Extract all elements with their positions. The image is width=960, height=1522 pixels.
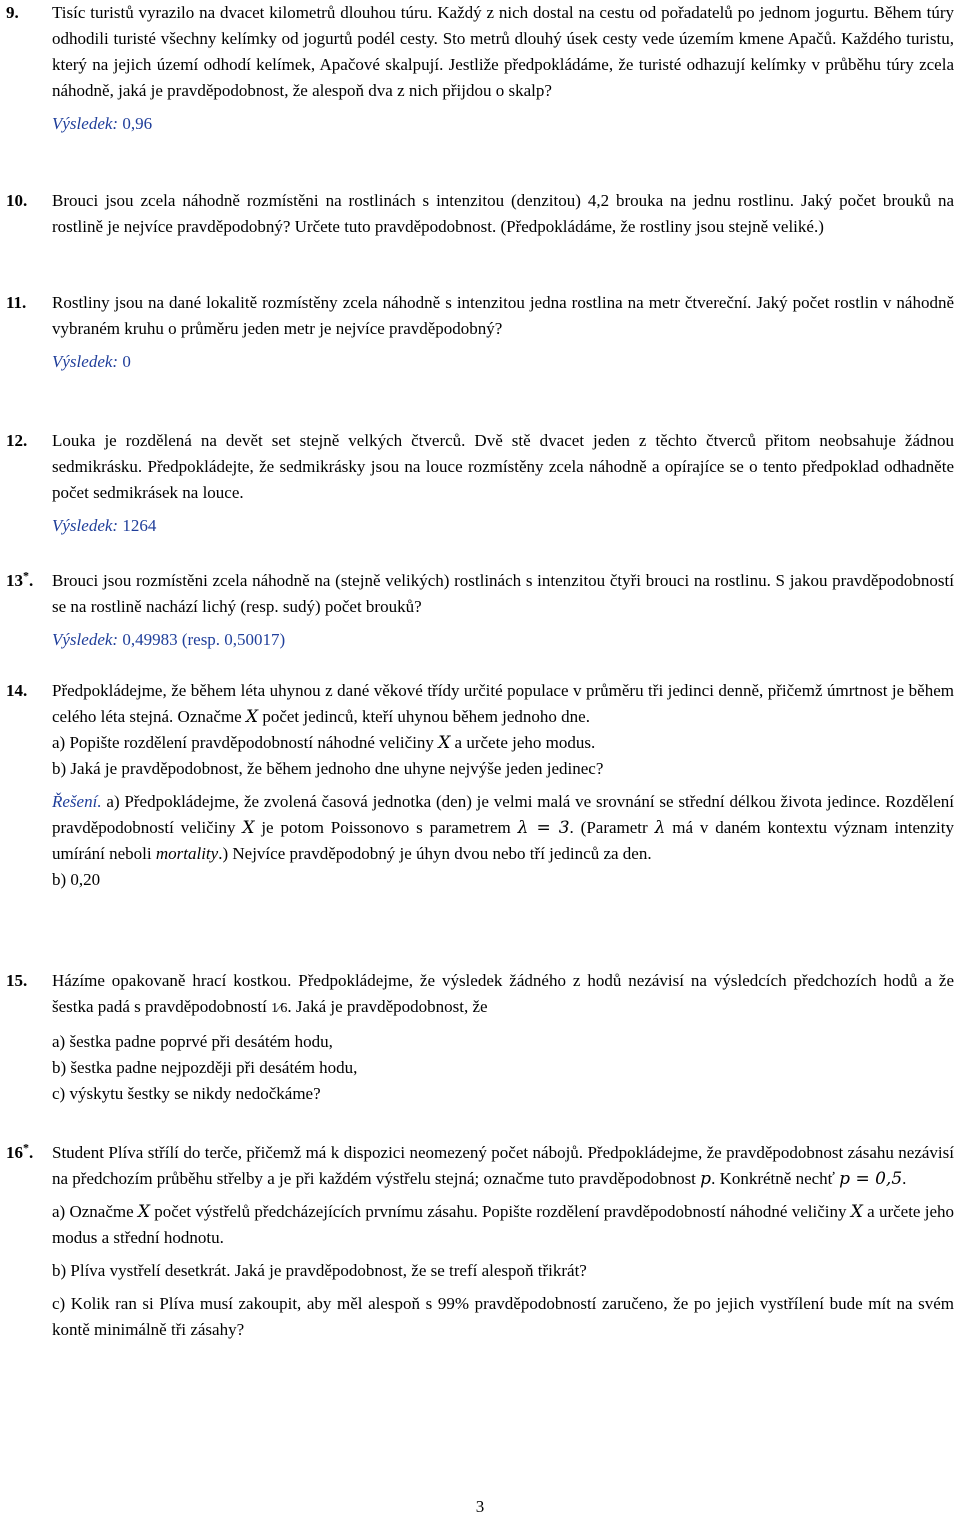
variable-x: X [850, 1202, 863, 1222]
variable-x: X [137, 1202, 151, 1222]
problem-text [52, 428, 954, 539]
star-marker: * [23, 1140, 29, 1155]
mortality-term: mortality [155, 844, 219, 863]
result-line [52, 513, 954, 539]
variable-x: X [242, 818, 255, 838]
problem-text [52, 290, 954, 375]
lambda-symbol: λ [654, 818, 666, 838]
problem-number-digits: 16 [6, 1143, 23, 1162]
problem-statement: Tisíc turistů vyrazilo na dvacet kilometrů dlouhou túru. Každý z nich dostal na cestu od pořadatelů po jednom jogurtu. Během túry odhodili turisté všechny kelímky od jogurtů podél cesty. Sto metrů dlouhý úsek cesty vede územím kmene Apačů. Každého turistu, který na jejich území odhodí kelímek, Apačové skalpují. Jestliže předpokládáme, že turisté odhazují kelímky v průběhu túry zcela náhodně, jaká je pravděpodobnost, že alespoň dva z nich přijdou o skalp? [52, 3, 954, 100]
problem-number: 15. [6, 971, 28, 990]
result-label: Výsledek: [52, 114, 119, 133]
result-label: Výsledek: [52, 630, 119, 649]
problem-number: 10. [6, 191, 28, 210]
subquestion-b: b) Plíva vystřelí desetkrát. Jaká je pravděpodobnost, že se trefí alespoň třikrát? [52, 1261, 587, 1280]
result-value: 0 [122, 352, 131, 371]
problem-text [52, 1140, 954, 1343]
subquestion-a: a) šestka padne poprvé při desátém hodu, [52, 1032, 333, 1051]
result-label: Výsledek: [52, 352, 119, 371]
problem-text [52, 188, 954, 240]
problem-number-dot: . [29, 571, 34, 590]
page-number: 3 [475, 1497, 485, 1516]
problem-statement: Brouci jsou zcela náhodně rozmístěni na rostlinách s intenzitou (denzitou) 4,2 brouka na jednu rostlinu. Jaký počet brouků na rostlině je nejvíce pravděpodobný? Určete tuto pravděpodobnost. (Předpokládáme, že rostliny jsou stejně veliké.) [52, 191, 954, 236]
problem-number: 11. [6, 293, 27, 312]
problem-number-digits: 13 [6, 571, 23, 590]
solution-b: b) 0,20 [52, 870, 101, 889]
result-value: 0,49983 (resp. 0,50017) [122, 630, 286, 649]
result-line [52, 111, 954, 137]
problem-number: 9. [6, 3, 19, 22]
problem-statement: Brouci jsou rozmístěni zcela náhodně na (stejně velikých) rostlinách s intenzitou čtyři brouci na rostlinu. S jakou pravděpodobností se na rostlině nachází lichý (resp. sudý) počet brouků? [52, 571, 954, 616]
solution: Řešení. a) Předpokládejme, že zvolená časová jednotka (den) je velmi malá ve srovnání se střední délkou života jedince. Rozdělení pravděpodobností veličiny X je potom Poissonovo s parametrem λ = 3. (Parametr λ má v daném kontextu význam intenzity umírání neboli mortality.) Nejvíce pravděpodobný je úhyn dvou nebo tří jedinců za den. [52, 792, 954, 863]
subquestion-c: c) Kolik ran si Plíva musí zakoupit, aby měl alespoň s 99% pravděpodobností zaručeno, že po jejich vystřílení bude mít na svém kontě minimálně tři zásahy? [52, 1294, 954, 1339]
problem-number: 12. [6, 431, 28, 450]
problem-number: 14. [6, 681, 28, 700]
problem-statement: Student Plíva střílí do terče, přičemž má k dispozici neomezený počet nábojů. Předpokládejme, že pravděpodobnost zásahu nezávisí na předchozím průběhu střelby a je při každém výstřelu stejná; označme tuto pravděpodobnost p. Konkrétně nechť p = 0,5. [52, 1143, 954, 1189]
result-line [52, 349, 954, 375]
fraction-one-sixth: 1⁄6 [271, 1001, 288, 1016]
solution-label: Řešení. [52, 792, 102, 811]
problem-text [52, 568, 954, 653]
problem-statement: Rostliny jsou na dané lokalitě rozmístěny zcela náhodně s intenzitou jedna rostlina na metr čtvereční. Jaký počet rostlin v náhodně vybraném kruhu o průměru jeden metr je nejvíce pravděpodobný? [52, 293, 954, 338]
variable-p: p [700, 1169, 712, 1189]
subquestion-b: b) Jaká je pravděpodobnost, že během jednoho dne uhyne nejvýše jeden jedinec? [52, 759, 604, 778]
lambda-equation: λ = 3 [517, 818, 570, 838]
problem-number-dot: . [29, 1143, 34, 1162]
result-label: Výsledek: [52, 516, 119, 535]
result-line [52, 627, 954, 653]
subquestion-a: a) Označme X počet výstřelů předcházejících prvnímu zásahu. Popište rozdělení pravděpodobností náhodné veličiny X a určete jeho modus a střední hodnotu. [52, 1202, 955, 1247]
problem-statement: Louka je rozdělená na devět set stejně velkých čtverců. Dvě stě dvacet jeden z těchto čtverců přitom neobsahuje žádnou sedmikrásku. Předpokládejte, že sedmikrásky jsou na louce rozmístěny zcela náhodně a opírajíce se o tento předpoklad odhadněte počet sedmikrásek na louce. [52, 431, 954, 502]
variable-x: X [245, 707, 259, 727]
variable-x: X [438, 733, 451, 753]
problem-statement: Házíme opakovaně hrací kostkou. Předpokládejme, že výsledek žádného z hodů nezávisí na výsledcích předchozích hodů a že šestka padá s pravděpodobností 1⁄6. Jaká je pravděpodobnost, že [52, 971, 954, 1016]
problem-number [6, 1140, 33, 1166]
result-value: 0,96 [122, 114, 153, 133]
problem-text [52, 0, 954, 137]
p-equation: p = 0,5 [839, 1169, 903, 1189]
problem-number [6, 568, 33, 594]
problem-statement: Předpokládejme, že během léta uhynou z dané věkové třídy určité populace v průměru tři jedinci denně, přičemž úmrtnost je během celého léta stejná. Označme X počet jedinců, kteří uhynou během jednoho dne. [52, 681, 954, 727]
problem-text [52, 968, 954, 1107]
subquestion-b: b) šestka padne nejpozději při desátém hodu, [52, 1058, 358, 1077]
star-marker: * [23, 568, 29, 583]
subquestion-c: c) výskytu šestky se nikdy nedočkáme? [52, 1084, 321, 1103]
problem-text [52, 678, 954, 893]
subquestion-a: a) Popište rozdělení pravděpodobností náhodné veličiny X a určete jeho modus. [52, 733, 596, 753]
result-value: 1264 [122, 516, 157, 535]
